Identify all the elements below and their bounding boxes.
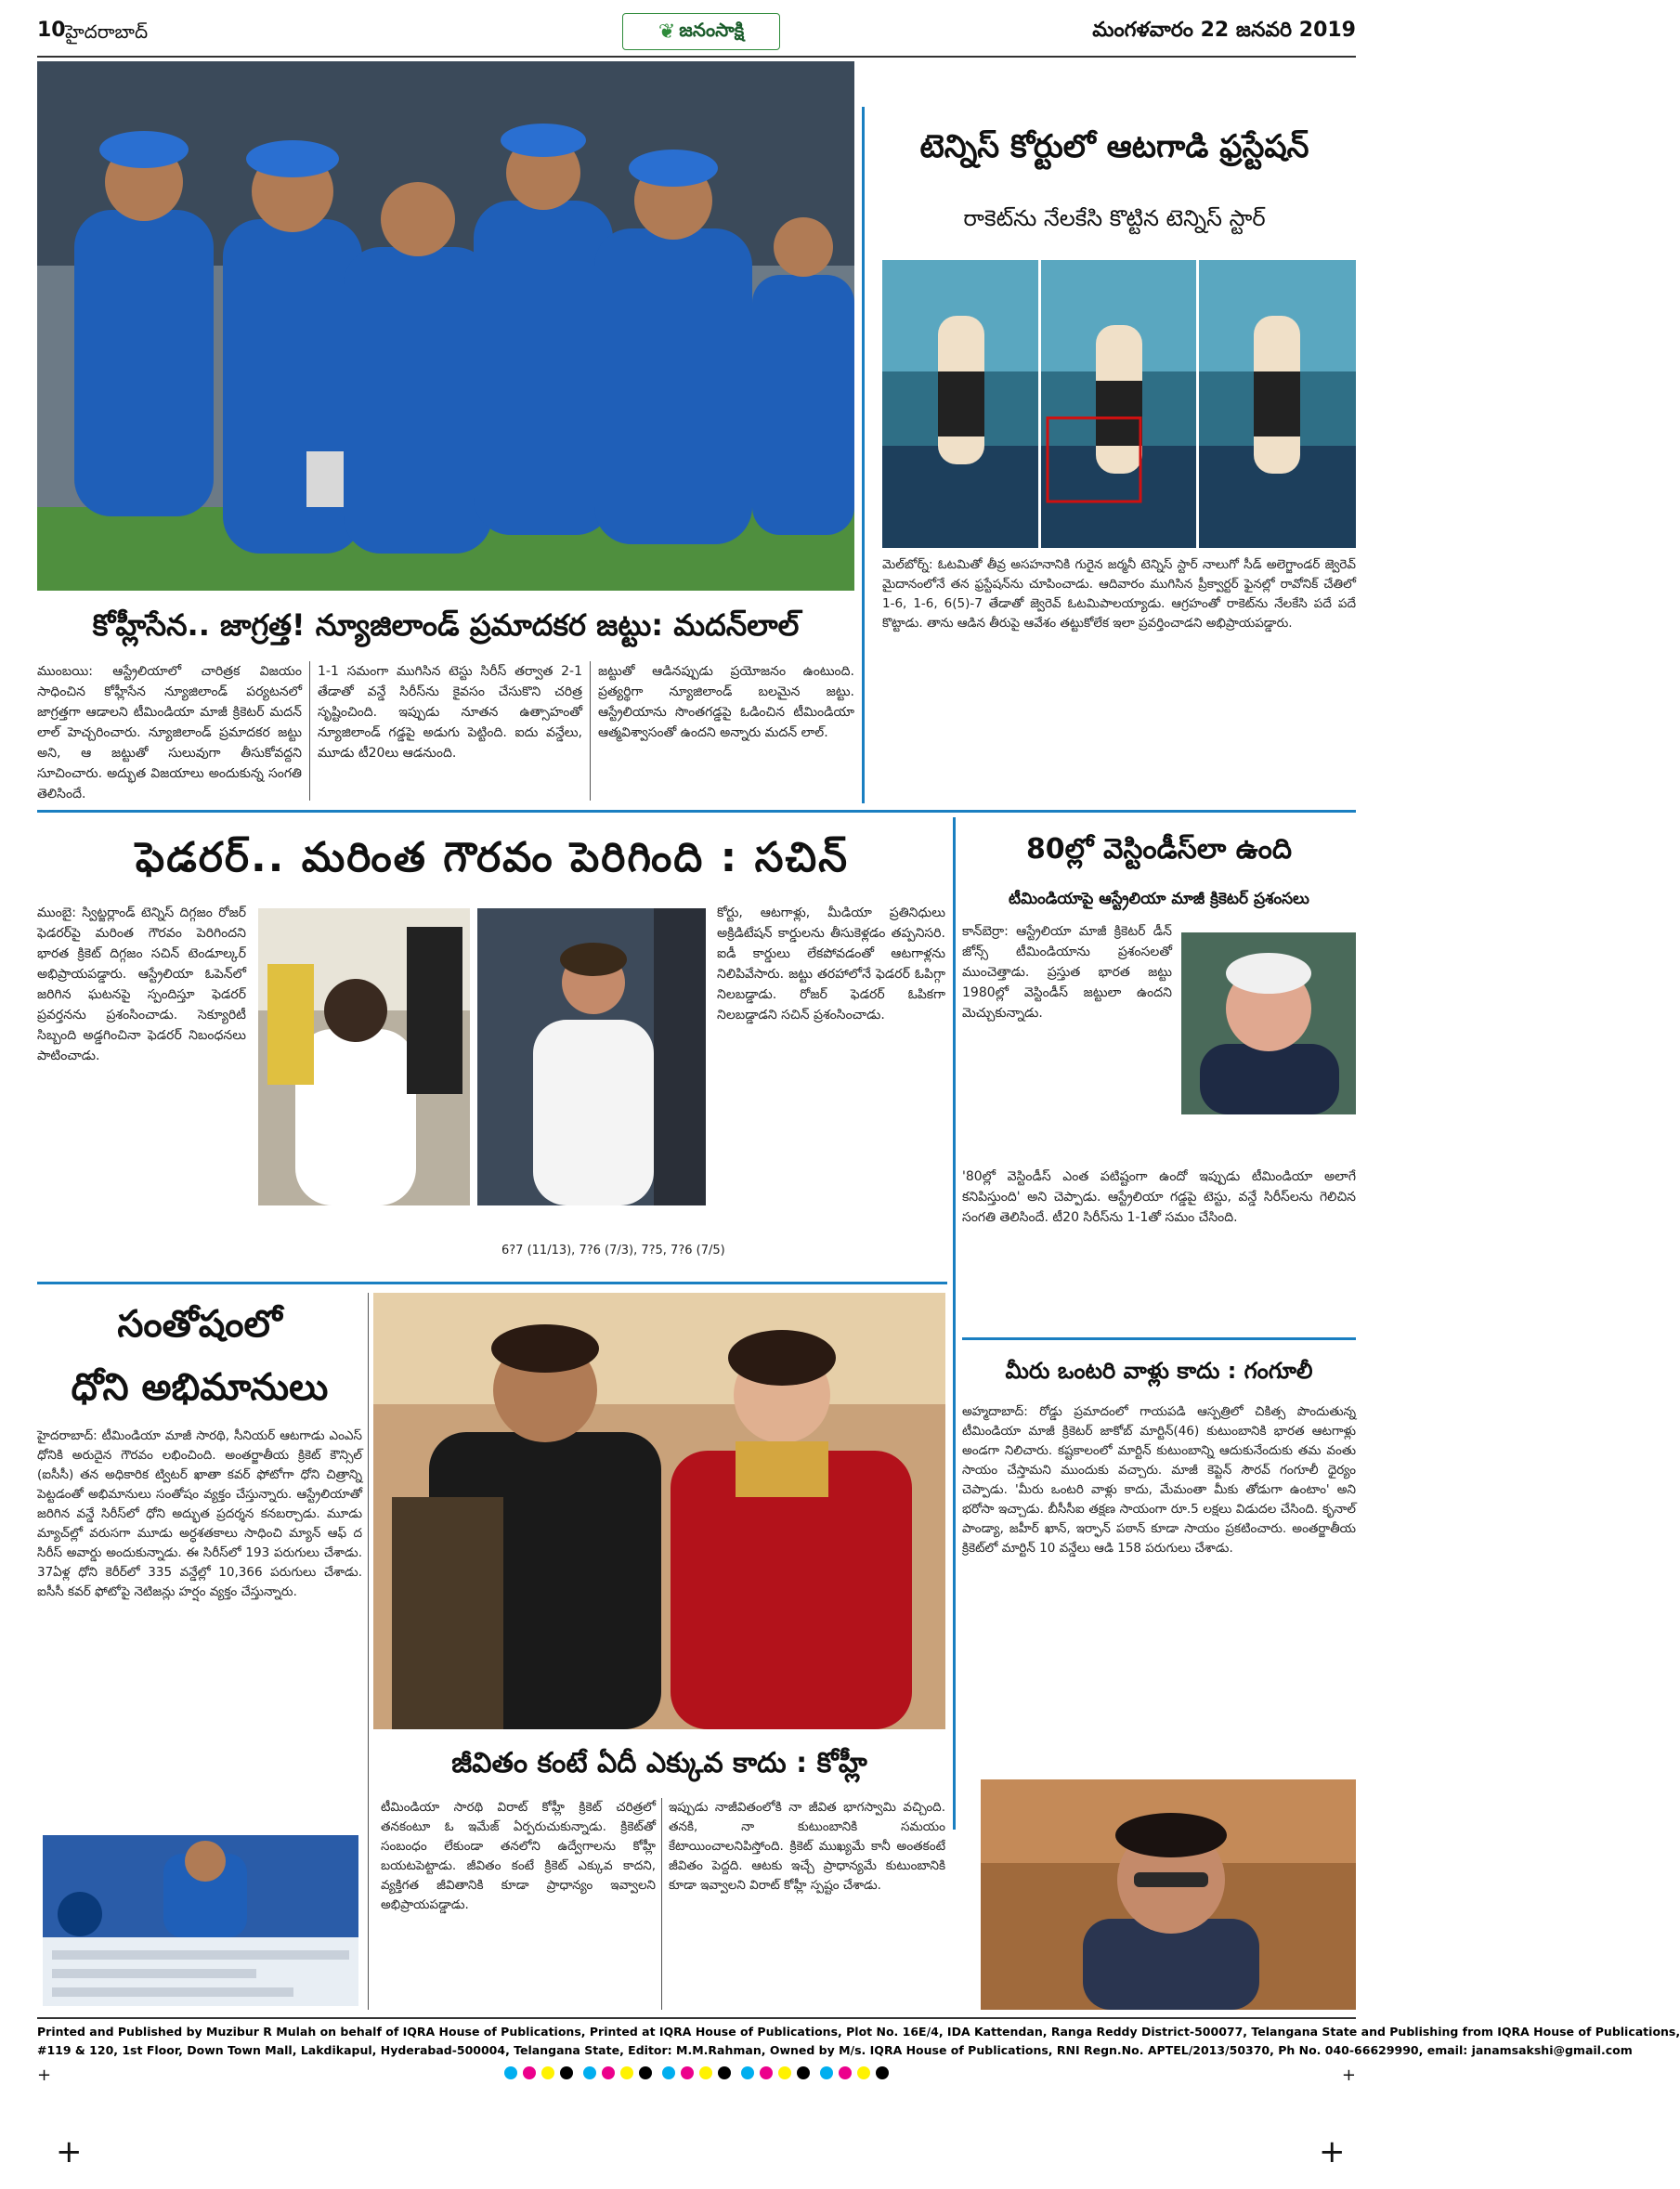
section-divider-blue [37,810,1356,813]
tennis-body: మెల్‌బోర్న్: ఓటమితో తీవ్ర అసహనానికి గురైన జర్మనీ టెన్నిస్ స్టార్ నాలుగో సీడ్ అలెగ్జాండర్ జ్వెరెవ్ మైదానంలోనే తన ఫ్రస్టేషన్‌ను చూపించాడు. ఆదివారం ముగిసిన ప్రీక్వార్టర్ ఫైనల్లో రావోనిక్ చేతిలో 1-6, 1-6, 6(5)-7 తేడాతో జ్వెరెవ్ ఓటమిపాలయ్యాడు. ఆగ్రహంతో రాకెట్‌ను నేలకేసి పదే పదే కొట్టాడు. తాను ఆడిన తీరుపై ఆవేశం తట్టుకోలేక ఇలా ప్రవర్తించాడని అభిప్రాయపడ్డారు. [882,557,1361,631]
ganguly-headline [962,1345,1356,1397]
footer-divider [37,2017,1356,2019]
eighties-subheadline [962,882,1356,916]
headline-text: కోహ్లీసేన.. జాగ్రత్త! న్యూజిలాండ్ ప్రమాదకర జట్టు: మదన్‌లాల్ [92,607,800,643]
virat-anushka-photo [373,1293,945,1729]
column-rule [368,1293,369,2010]
city-label: హైదరాబాద్ [65,20,149,43]
kohli-life-headline [373,1735,945,1792]
ganguly-photo [981,1779,1356,2010]
section-divider-blue [37,1282,947,1284]
headline-line-2: ధోని అభిమానులు [71,1366,329,1409]
federer-col1: ముంబై: స్విట్జర్లాండ్ టెన్నిస్ దిగ్గజం రోజర్ ఫెడరర్‌పై మరింత గౌరవం పెరిగిందని భారత క్రికెట్ దిగ్గజం సచిన్ టెండూల్కర్ అభిప్రాయపడ్డారు. ఆస్ట్రేలియా ఓపెన్‌లో జరిగిన ఘటనపై స్పందిస్తూ ఫెడరర్‌ ప్రవర్తనను ప్రశంసించాడు. సెక్యూరిటీ సిబ్బంది అడ్డగించినా ఫెడరర్ నిబంధనలు పాటించాడు. [37,906,246,1063]
headline-text: 80ల్లో వెస్టిండీస్‌లా ఉంది [1025,833,1293,866]
page-number: 10 [37,19,66,42]
masthead-divider [37,56,1356,58]
headline-text: మీరు ఒంటరి వాళ్లు కాదు : గంగూలీ [1005,1358,1313,1384]
federer-security-photo [258,908,470,1205]
eighties-headline [962,821,1356,879]
kohli-life-col2: ఇప్పుడు నాజీవితంలోకి నా జీవిత భాగస్వామి వచ్చింది. తనకి, నా కుటుంబానికి సమయం కేటాయించాలనిపిస్తోంది. క్రికెట్ ముఖ్యమే కానీ అంతకంటే జీవితం పెద్దది. ఆటకు ఇచ్చే ప్రాధాన్యమే కుటుంబానికి కూడా ఇవ్వాలని విరాట్ కోహ్లీ స్పష్టం చేశాడు. [669,1800,950,1893]
column-rule [309,661,310,801]
headline-text: జీవితం కంటే ఏదీ ఎక్కువ కాదు : కోహ్లీ [451,1747,867,1779]
leaf-icon: ❦ [658,20,676,44]
section-divider-blue [962,1337,1356,1340]
paper-name: జనంసాక్షి [679,18,745,41]
federer-headline [37,821,947,895]
imprint-line-2: #119 & 120, 1st Floor, Down Town Mall, Lakdikapul, Hyderabad-500004, Telangana State, Editor: M.M.Rahman, Owned by M/s. IQRA House of Publications, RNI Regn.No. APTEL/2013/50370, Ph No. 040-66629990, email: janamsakshi@gmail.com [37,2043,1633,2057]
kohli-sena-col1: ముంబయి: ఆస్ట్రేలియాలో చారిత్రక విజయం సాధించిన కోహ్లీసేన న్యూజిలాండ్ పర్యటనలో జాగ్రత్తగా ఆడాలని టీమిండియా మాజీ క్రికెటర్ మదన్ లాల్ హెచ్చరించారు. న్యూజిలాండ్ ప్రమాదకర జట్టు అని, ఆ జట్టుతో సులువుగా తీసుకోవద్దని సూచించారు. అద్భుత విజయాలు అందుకున్న సంగతి తెలిసిందే. [37,664,306,801]
federer-col3: కోర్టు, ఆటగాళ్లు, మీడియా ప్రతినిధులు అక్రిడిటేషన్ కార్డులను తీసుకెళ్లడం తప్పనిసరి. ఐడీ కార్డులు లేకపోవడంతో ఆటగాళ్లను నిలిపివేసారు. జట్టు తరహాలోనే ఫెడరర్ ఓపిగ్గా నిలబడ్డాడు. రోజర్ ఫెడరర్ ఓపికగా నిలబడ్డాడని సచిన్ ప్రశంసించాడు. [717,906,950,1023]
vertical-rule-blue [953,817,956,1830]
kohli-sena-col2: 1-1 సమంగా ముగిసిన టెస్టు సిరీస్ తర్వాత 2-1 తేడాతో వన్డే సిరీస్‌ను కైవసం చేసుకొని చరిత్ర సృష్టించింది. ఇప్పుడు నూతన ఉత్సాహంతో న్యూజిలాండ్ గడ్డపై అడుగు పెట్టింది. ఐదు వన్డేలు, మూడు టీ20లు ఆడనుంది. [318,664,587,761]
vertical-rule-blue [862,107,865,803]
federer-portrait-photo [477,908,706,1205]
headline-text: టెన్నిస్ కోర్టులో ఆటగాడి ఫ్రస్టేషన్ [919,128,1309,165]
icc-twitter-dhoni-photo [43,1835,358,2006]
paper-logo [622,13,780,50]
tennis-sequence-photo [882,260,1356,548]
ganguly-body: అహ్మదాబాద్: రోడ్డు ప్రమాదంలో గాయపడి ఆస్పత్రిలో చికిత్స పొందుతున్న టీమిండియా మాజీ క్రికెటర్ జాకోబ్ మార్టిన్‌(46) కుటుంబానికి భారత ఆటగాళ్లు అండగా నిలిచారు. కష్టకాలంలో మార్టిన్ కుటుంబాన్ని ఆదుకునేందుకు తమ వంతు సాయం చేస్తామని ముందుకు వచ్చారు. మాజీ కెప్టెన్ సౌరవ్ గంగూలీ ధైర్యం చెప్పాడు. 'మీరు ఒంటరి వాళ్లు కాదు, మేమంతా మీకు తోడుగా ఉంటాం' అని భరోసా ఇచ్చాడు. బీసీసీఐ తక్షణ సాయంగా రూ.5 లక్షలు విడుదల చేసింది. కృనాల్ పాండ్యా, జహీర్ ఖాన్, ఇర్ఫాన్ పఠాన్ కూడా సాయం ప్రకటించారు. అంతర్జాతీయ క్రికెట్‌లో మార్టిన్ 10 వన్డేలు ఆడి 158 పరుగులు చేశాడు. [962,1404,1361,1556]
federer-score-line: 6?7 (11/13), 7?6 (7/3), 7?5, 7?6 (7/5) [501,1244,725,1257]
kohli-life-col1: టీమిండియా సారథి విరాట్ కోహ్లీ క్రికెట్ చరిత్రలో తనకంటూ ఓ ఇమేజ్ ఏర్పరుచుకున్నాడు. క్రికెట్‌తో సంబంధం లేకుండా తనలోని ఉద్వేగాలను కోహ్లీ బయటపెట్టాడు. జీవితం కంటే క్రికెట్ ఎక్కువ కాదని, వ్యక్తిగత జీవితానికి కూడా ప్రాధాన్యం ఇవ్వాలని అభిప్రాయపడ్డాడు. [381,1800,660,1912]
subheadline-text: టీమిండియాపై ఆస్ట్రేలియా మాజీ క్రికెటర్ ప్రశంసలు [1009,890,1309,908]
eighties-body-bottom: '80ల్లో వెస్టిండీస్ ఎంత పటిష్టంగా ఉందో ఇప్పుడు టీమిండియా అలాగే కనిపిస్తుంది' అని చెప్పాడు. ఆస్ట్రేలియా గడ్డపై టెస్టు, వన్డే సిరీస్‌లను గెలిచిన సంగతి తెలిసిందే. టీ20 సిరీస్‌ను 1-1తో సమం చేసింది. [962,1169,1361,1225]
print-color-bar [37,2065,1356,2084]
column-rule [661,1798,662,2010]
headline-line-1: సంతోషంలో [117,1303,282,1346]
india-team-photo [37,61,854,591]
issue-date: మంగళవారం 22 జనవరి 2019 [1092,19,1356,42]
registration-mark-icon: + [1341,2065,1356,2085]
subheadline-text: రాకెట్‌ను నేలకేసి కొట్టిన టెన్నిస్ స్టార్ [963,205,1266,231]
kohli-sena-headline [37,596,854,654]
dean-jones-photo [1181,932,1356,1114]
headline-text: ఫెడరర్.. మరింత గౌరవం పెరిగింది : సచిన్ [135,834,850,881]
dhoni-body: హైదరాబాద్: టీమిండియా మాజీ సారథి, సీనియర్ ఆటగాడు ఎంఎస్ ధోనికి అరుదైన గౌరవం లభించింది. అంతర్జాతీయ క్రికెట్ కౌన్సిల్ (ఐసీసీ) తన అధికారిక ట్విటర్ ఖాతా కవర్ ఫోటోగా ధోని చిత్రాన్ని పెట్టడంతో అభిమానులు సంతోషం వ్యక్తం చేస్తున్నారు. ఆస్ట్రేలియాతో జరిగిన వన్డే సిరీస్‌లో ధోని అద్భుత ప్రదర్శన కనబర్చాడు. మూడు మ్యాచ్‌ల్లో వరుసగా మూడు అర్ధశతకాలు సాధించి మ్యాన్ ఆఫ్ ద సిరీస్ అవార్డు అందుకున్నాడు. ఈ సిరీస్‌లో 193 పరుగులు చేశాడు. 37ఏళ్ల ధోని కెరీర్‌లో 335 వన్డేల్లో 10,366 పరుగులు చేశాడు. ఐసీసీ కవర్ ఫోటోపై నెటిజన్లు హర్షం వ్యక్తం చేస్తున్నారు. [37,1428,367,1599]
imprint-line-1: Printed and Published by Muzibur R Mulah on behalf of IQRA House of Publications, Printed at IQRA House of Publications, Plot No. 16E/4, IDA Kattendan, Ranga Reddy District-500077, Telangana State and Publishing from IQRA House of Publications, [37,2025,1680,2039]
dhoni-headline [37,1293,362,1419]
crop-mark-icon: + [1319,2133,1346,2170]
crop-mark-icon: + [56,2133,83,2170]
eighties-body-top: కాన్‌బెర్రా: ఆస్ట్రేలియా మాజీ క్రికెటర్ డీన్ జోన్స్ టీమిండియాను ప్రశంసలతో ముంచెత్తాడు. ప్రస్తుత భారత జట్టు 1980ల్లో వెస్టిండీస్ జట్టులా ఉందని మెచ్చుకున్నాడు. [962,924,1177,1021]
tennis-subheadline [873,190,1356,246]
registration-mark-icon: + [37,2065,52,2085]
tennis-headline [873,110,1356,184]
column-rule [590,661,591,801]
kohli-sena-col3: జట్టుతో ఆడినప్పుడు ప్రయోజనం ఉంటుంది. ప్రత్యర్థిగా న్యూజిలాండ్ బలమైన జట్టు. ఆస్ట్రేలియాను సొంతగడ్డపై ఓడించిన టీమిండియా ఆత్మవిశ్వాసంతో ఉందని అన్నారు మదన్ లాల్. [598,664,859,740]
